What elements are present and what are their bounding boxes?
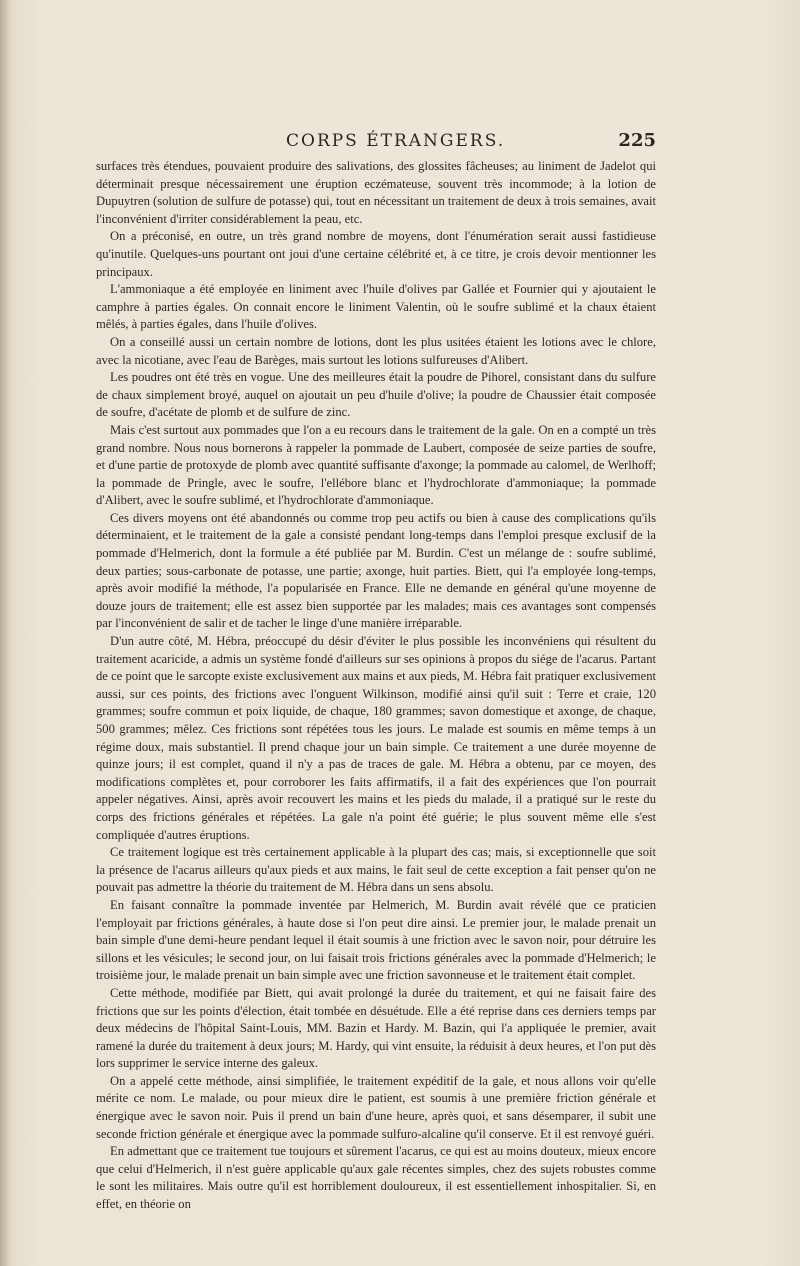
paragraph: Cette méthode, modifiée par Biett, qui avait prolongé la durée du traitement, et qui ne faisait faire des frictions que sur les points d'élection, était tombée en désuétude. Elle a été reprise dans ces derniers temps par deux médecins de l'hôpital Saint-Louis, MM. Bazin et Hardy. M. Bazin, qui l'a appliquée le premier, avait ramené la durée du traitement à deux jours; M. Hardy, qui vint ensuite, la réduisit à deux heures, et l'on put dès lors supprimer le service interne des galeux. (96, 985, 656, 1071)
paragraph: Ces divers moyens ont été abandonnés ou comme trop peu actifs ou bien à cause des complications qu'ils déterminaient, et le traitement de la gale a consisté pendant long-temps dans l'emploi presque exclusif de la pommade d'Helmerich, dont la formule a été publiée par M. Burdin. C'est un mélange de : soufre sublimé, deux parties; sous-carbonate de potasse, une partie; axonge, huit parties. Biett, qui l'a employée long-temps, après avoir modifié la méthode, l'a popularisée en France. Elle ne demande en général qu'une moyenne de douze jours de traitement; elle est assez bien supportée par les malades; mais ces avantages sont compensés par l'inconvénient de salir et de tacher le linge d'une manière irréparable. (96, 510, 656, 631)
paragraph: Ce traitement logique est très certainement applicable à la plupart des cas; mais, si exceptionnelle que soit la présence de l'acarus ailleurs qu'aux pieds et aux mains, le fait seul de cette exception a fait penser qu'on ne pouvait pas admettre la théorie du traitement de M. Hébra dans un sens absolu. (96, 845, 656, 895)
body-text (96, 158, 656, 1214)
paragraph: Les poudres ont été très en vogue. Une des meilleures était la poudre de Pihorel, consistant dans du sulfure de chaux simplement broyé, auquel on ajoutait un peu d'huile d'olive; la poudre de Chaussier était composée de soufre, d'acétate de plomb et de sulfure de zinc. (96, 370, 656, 420)
paragraph: Mais c'est surtout aux pommades que l'on a eu recours dans le traitement de la gale. On en a compté un très grand nombre. Nous nous bornerons à rappeler la pommade de Laubert, composée de seize parties de soufre, et d'une partie de protoxyde de plomb avec quantité suffisante d'axonge; la pommade au calomel, de Werlhoff; la pommade de Pringle, avec le soufre, l'ellébore blanc et l'hydrochlorate d'ammoniaque; la pommade d'Alibert, avec le soufre sublimé, et l'hydrochlorate d'ammoniaque. (96, 422, 656, 508)
paragraph: On a appelé cette méthode, ainsi simplifiée, le traitement expéditif de la gale, et nous allons voir qu'elle mérite ce nom. Le malade, ou pour mieux dire le patient, est soumis à une première friction générale et énergique avec le savon noir. Puis il prend un bain d'une heure, après quoi, et sans désemparer, il subit une seconde friction générale et énergique avec la pommade sulfuro-alcaline qu'il conserve. Et il est renvoyé guéri. (96, 1073, 656, 1141)
page-number: 225 (618, 130, 656, 151)
paragraph: D'un autre côté, M. Hébra, préoccupé du désir d'éviter le plus possible les inconvéniens qui résultent du traitement acaricide, a admis un système fondé d'ailleurs sur ses opinions à propos du siége de l'acarus. Partant de ce point que le sarcopte existe exclusivement aux mains et aux pieds, M. Hébra fait pratiquer exclusivement aussi, sur ces points, des frictions avec l'onguent Wilkinson, modifié ainsi qu'il suit : Terre et craie, 120 grammes; soufre commun et poix liquide, de chaque, 180 grammes; savon domestique et axonge, de chaque, 500 grammes; mêlez. Ces frictions sont répétées tous les jours. Le malade est soumis en même temps à un régime doux, mais substantiel. Il prend chaque jour un bain simple. Ce traitement a une durée moyenne de quinze jours; il est complet, quand il n'y a pas de traces de gale. M. Hébra a obtenu, par ce moyen, des modifications complètes et, pour corroborer les faits affirmatifs, il a fait des expériences que l'on pourrait appeler négatives. Ainsi, après avoir recouvert les mains et les pieds du malade, il a pratiqué sur le reste du corps des frictions générales et répétées. La gale n'a point été guérie; le plus souvent même elle s'est compliquée d'autres éruptions. (96, 634, 656, 842)
paragraph: L'ammoniaque a été employée en liniment avec l'huile d'olives par Gallée et Fournier qui y ajoutaient le camphre à parties égales. On connait encore le liniment Valentin, où le soufre sublimé et la chaux étaient mêlés, à parties égales, dans l'huile d'olives. (96, 282, 656, 332)
binding-shadow (0, 0, 10, 1266)
page-header (96, 130, 656, 156)
paragraph: surfaces très étendues, pouvaient produire des salivations, des glossites fâcheuses; au liniment de Jadelot qui déterminait presque nécessairement une éruption eczémateuse, souvent très incommode; à la lotion de Dupuytren (solution de sulfure de potasse) qui, tout en nécessitant un traitement de deux à trois semaines, avait l'inconvénient d'irriter considérablement la peau, etc. (96, 159, 656, 226)
paragraph: En faisant connaître la pommade inventée par Helmerich, M. Burdin avait révélé que ce praticien l'employait par frictions générales, à haute dose si l'on peut dire ainsi. Le premier jour, le malade prenait un bain simple d'une demi-heure pendant lequel il était soumis à une friction avec le savon noir, pour détruire les sillons et les vésicules; le second jour, on lui faisait trois frictions générales avec la pommade d'Helmerich; le troisième jour, le malade prenait un bain simple avec une friction savonneuse et le traitement était complet. (96, 897, 656, 983)
paragraph: On a conseillé aussi un certain nombre de lotions, dont les plus usitées étaient les lotions avec le chlore, avec la nicotiane, avec l'eau de Barèges, mais surtout les lotions sulfureuses d'Alibert. (96, 334, 656, 367)
paragraph: On a préconisé, en outre, un très grand nombre de moyens, dont l'énumération serait aussi fastidieuse qu'inutile. Quelques-uns pourtant ont joui d'une certaine célébrité et, à ce titre, je crois devoir mentionner les principaux. (96, 229, 656, 279)
paragraph: En admettant que ce traitement tue toujours et sûrement l'acarus, ce qui est au moins douteux, mieux encore que celui d'Helmerich, il n'est guère applicable qu'aux gale récentes simples, chez des sujets robustes comme le sont les militaires. Mais outre qu'il est horriblement douloureux, il est essentiellement inhospitalier. Si, en effet, en théorie on (96, 1144, 656, 1212)
running-title: CORPS ÉTRANGERS. (286, 131, 506, 151)
